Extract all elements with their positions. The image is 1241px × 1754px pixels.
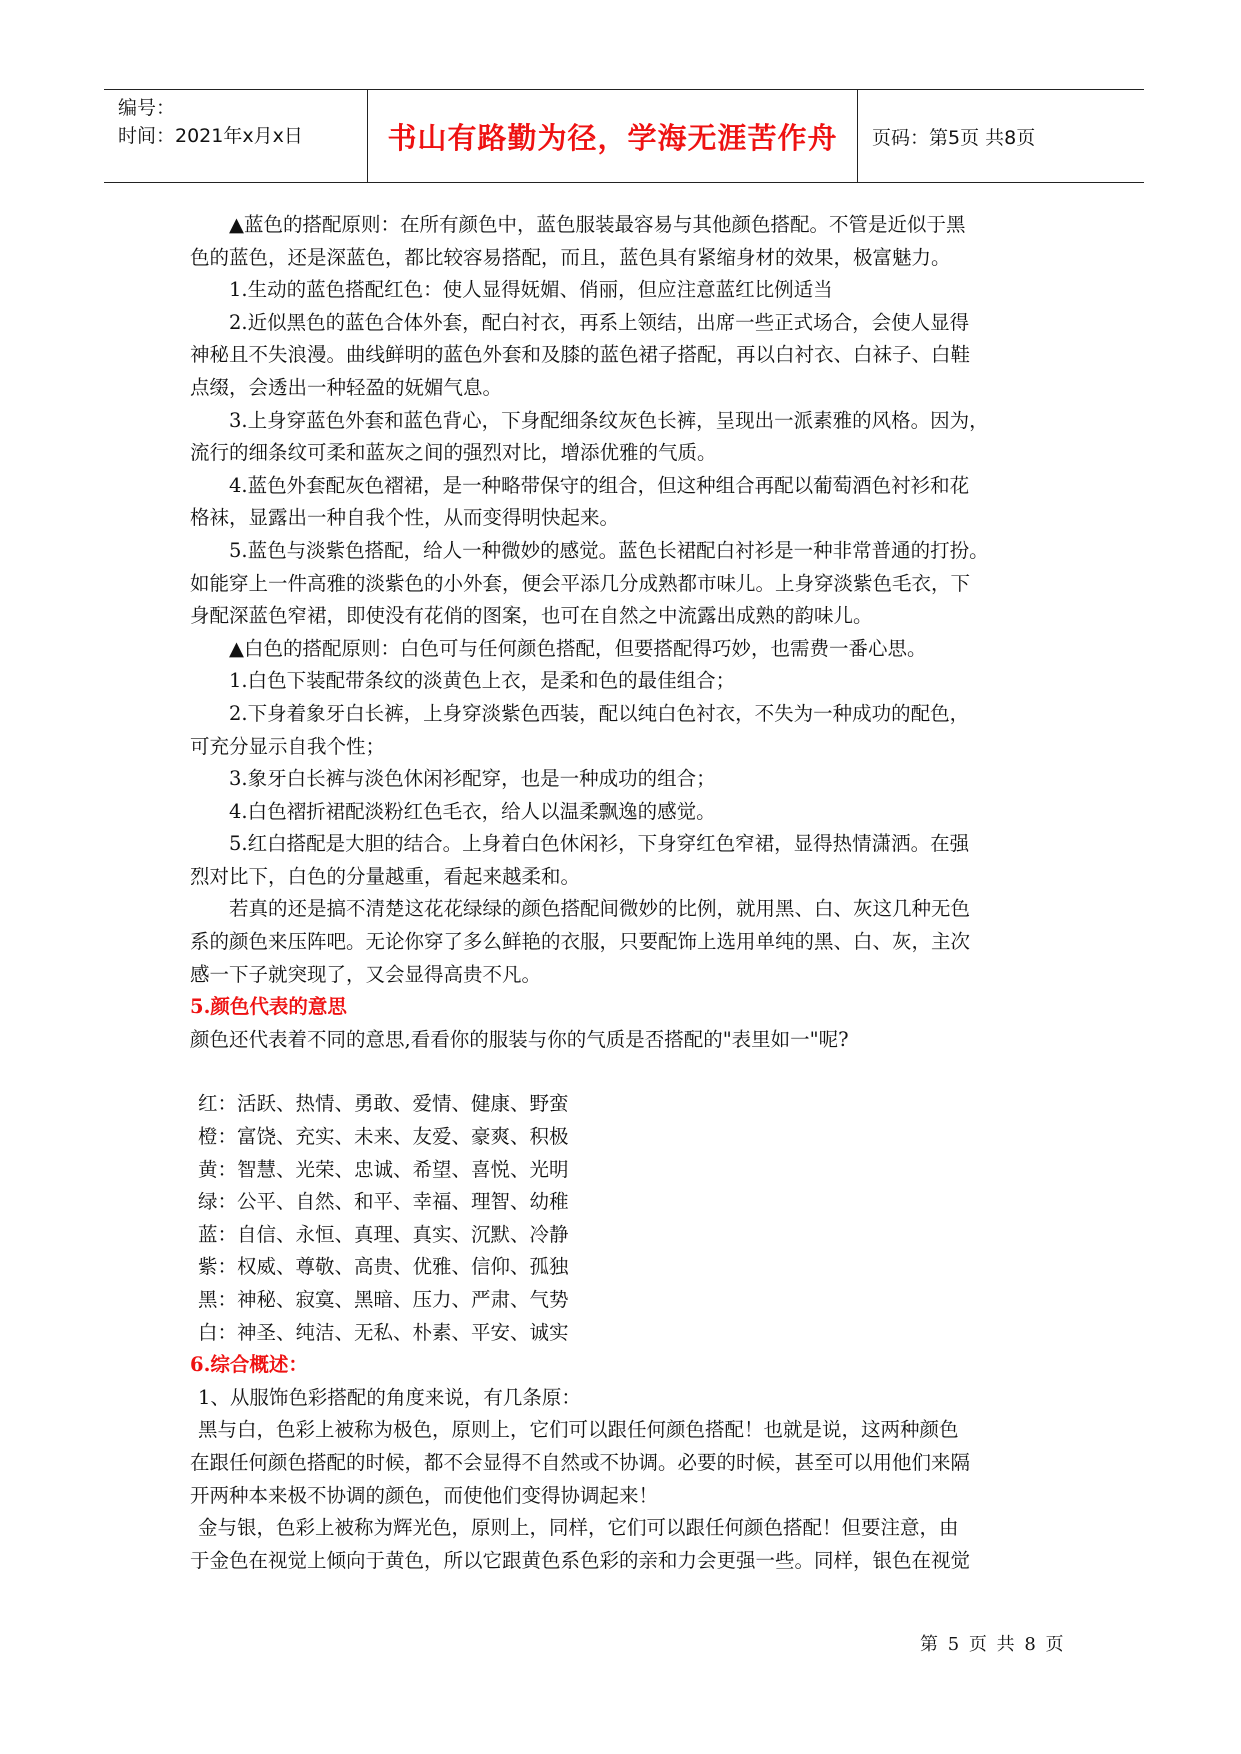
page-header <box>104 89 1144 183</box>
paragraph-line: 4.白色褶折裙配淡粉红色毛衣，给人以温柔飘逸的感觉。 <box>229 799 716 823</box>
section-5-intro: 颜色还代表着不同的意思,看看你的服装与你的气质是否搭配的"表里如一"呢? <box>190 1027 849 1051</box>
document-body <box>190 209 1060 1577</box>
section-6-heading: 6.综合概述： <box>190 1353 308 1377</box>
color-meaning-list <box>190 1088 1060 1349</box>
paragraph-line: 可充分显示自我个性； <box>190 734 386 758</box>
color-meaning-item: 蓝：自信、永恒、真理、真实、沉默、冷静 <box>198 1222 569 1246</box>
paragraph-line: 感一下子就突现了，又会显得高贵不凡。 <box>190 962 542 986</box>
paragraph-line: 点缀，会透出一种轻盈的妩媚气息。 <box>190 375 503 399</box>
paragraph-line: ▲蓝色的搭配原则：在所有颜色中，蓝色服装最容易与其他颜色搭配。不管是近似于黑 <box>229 213 966 236</box>
blank-line <box>190 1056 1060 1088</box>
paragraph-line: 4.蓝色外套配灰色褶裙，是一种略带保守的组合，但这种组合再配以葡萄酒色衬衫和花 <box>229 473 970 497</box>
paragraph-line: 1.生动的蓝色搭配红色：使人显得妩媚、俏丽，但应注意蓝红比例适当 <box>229 278 833 302</box>
color-meaning-item: 黄：智慧、光荣、忠诚、希望、喜悦、光明 <box>198 1157 569 1181</box>
paragraph-line: 如能穿上一件高雅的淡紫色的小外套，便会平添几分成熟都市味儿。上身穿淡紫色毛衣，下 <box>190 571 971 595</box>
paragraph-line: 系的颜色来压阵吧。无论你穿了多么鲜艳的衣服，只要配饰上选用单纯的黑、白、灰，主次 <box>190 930 971 954</box>
paragraph-line: 开两种本来极不协调的颜色，而使他们变得协调起来！ <box>190 1483 659 1507</box>
paragraph-line: 金与银，色彩上被称为辉光色，原则上，同样，它们可以跟任何颜色搭配！但要注意，由 <box>198 1516 959 1540</box>
paragraph-line: 若真的还是搞不清楚这花花绿绿的颜色搭配间微妙的比例，就用黑、白、灰这几种无色 <box>229 897 971 921</box>
time-label: 时间：2021年x月x日 <box>118 125 303 147</box>
header-motto: 书山有路勤为径，学海无涯苦作舟 <box>368 90 858 182</box>
color-meaning-item: 白：神圣、纯洁、无私、朴素、平安、诚实 <box>198 1320 569 1344</box>
paragraph-line: 格袜，显露出一种自我个性，从而变得明快起来。 <box>190 506 620 530</box>
paragraph-line: 2.近似黑色的蓝色合体外套，配白衬衣，再系上领结，出席一些正式场合，会使人显得 <box>229 310 970 334</box>
paragraph-line: 神秘且不失浪漫。曲线鲜明的蓝色外套和及膝的蓝色裙子搭配，再以白衬衣、白袜子、白鞋 <box>190 343 971 367</box>
paragraph-line: 烈对比下，白色的分量越重，看起来越柔和。 <box>190 864 581 888</box>
paragraph-line: 流行的细条纹可柔和蓝灰之间的强烈对比，增添优雅的气质。 <box>190 441 717 465</box>
paragraph-line: 5.红白搭配是大胆的结合。上身着白色休闲衫，下身穿红色窄裙，显得热情潇洒。在强 <box>229 832 970 856</box>
header-page-label: 页码：第5页 共8页 <box>872 126 1036 149</box>
paragraph-line: 2.下身着象牙白长裤，上身穿淡紫色西装，配以纯白色衬衣，不失为一种成功的配色， <box>229 701 970 725</box>
color-meaning-item: 绿：公平、自然、和平、幸福、理智、幼稚 <box>198 1190 569 1214</box>
paragraph-line: 5.蓝色与淡紫色搭配，给人一种微妙的感觉。蓝色长裙配白衬衫是一种非常普通的打扮。 <box>229 538 989 562</box>
paragraph-line: 在跟任何颜色搭配的时候，都不会显得不自然或不协调。必要的时候，甚至可以用他们来隔 <box>190 1450 971 1474</box>
color-meaning-item: 黑：神秘、寂寞、黑暗、压力、严肃、气势 <box>198 1288 569 1311</box>
paragraph-line: 身配深蓝色窄裙，即使没有花俏的图案，也可在自然之中流露出成熟的韵味儿。 <box>190 604 873 628</box>
number-label: 编号： <box>118 97 176 119</box>
paragraph-line: 1.白色下装配带条纹的淡黄色上衣，是柔和色的最佳组合； <box>229 669 736 693</box>
color-meaning-item: 红：活跃、热情、勇敢、爱情、健康、野蛮 <box>198 1092 569 1116</box>
paragraph-line: 3.上身穿蓝色外套和蓝色背心，下身配细条纹灰色长裤，呈现出一派素雅的风格。因为， <box>229 408 989 432</box>
paragraph-line: ▲白色的搭配原则：白色可与任何颜色搭配，但要搭配得巧妙，也需费一番心思。 <box>229 636 927 660</box>
color-meaning-item: 橙：富饶、充实、未来、友爱、豪爽、积极 <box>198 1125 569 1149</box>
paragraph-line: 于金色在视觉上倾向于黄色，所以它跟黄色系色彩的亲和力会更强一些。同样，银色在视觉 <box>190 1548 971 1572</box>
color-meaning-item: 紫：权威、尊敬、高贵、优雅、信仰、孤独 <box>198 1255 569 1279</box>
section-5-heading: 5.颜色代表的意思 <box>190 995 347 1019</box>
page-footer: 第 5 页 共 8 页 <box>920 1634 1066 1655</box>
paragraph-line: 1、从服饰色彩搭配的角度来说，有几条原： <box>198 1385 581 1409</box>
paragraph-line: 色的蓝色，还是深蓝色，都比较容易搭配，而且，蓝色具有紧缩身材的效果，极富魅力。 <box>190 245 951 269</box>
paragraph-line: 黑与白，色彩上被称为极色，原则上，它们可以跟任何颜色搭配！也就是说，这两种颜色 <box>198 1418 959 1442</box>
paragraph-line: 3.象牙白长裤与淡色休闲衫配穿，也是一种成功的组合； <box>229 767 716 791</box>
section-6-body <box>190 1382 1060 1578</box>
header-info-cell <box>104 90 368 182</box>
paragraphs-color-matching <box>190 209 1060 991</box>
